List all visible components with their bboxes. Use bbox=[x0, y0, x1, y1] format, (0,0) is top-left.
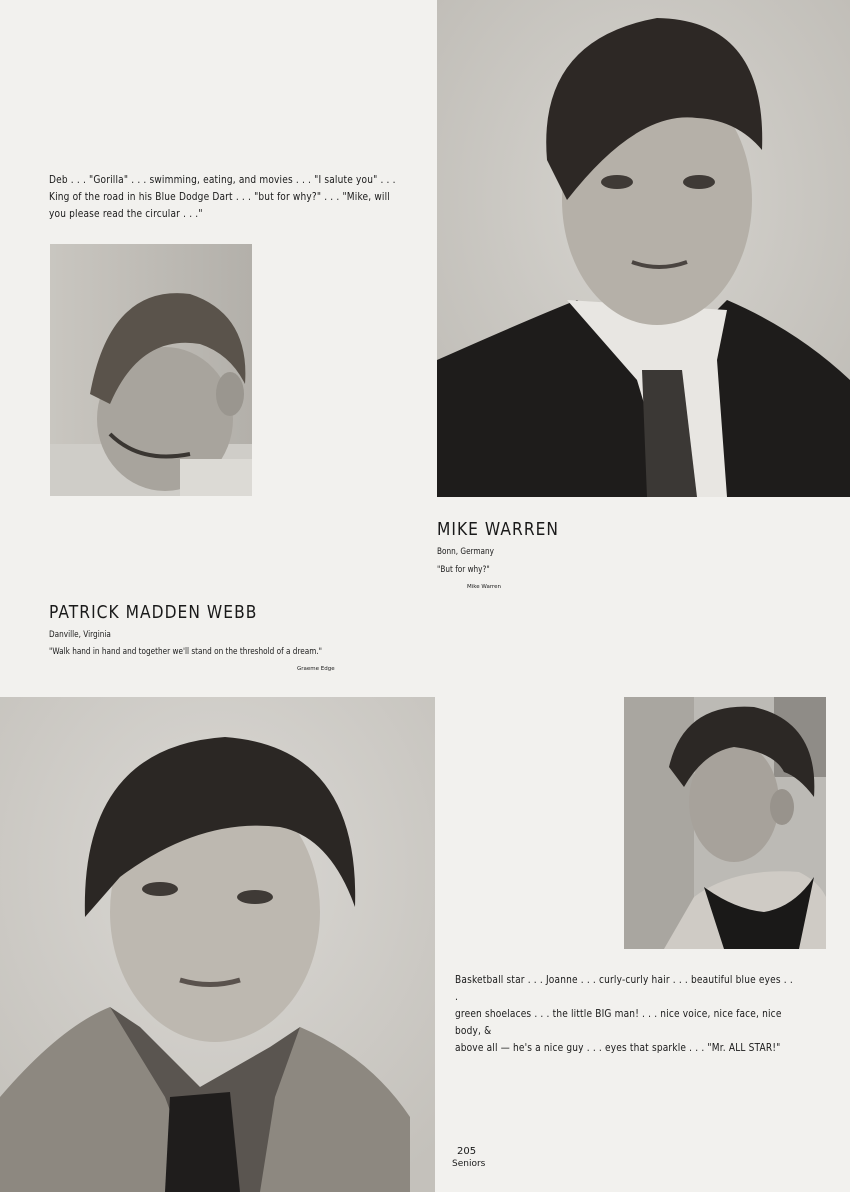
patrick-name: PATRICK MADDEN WEBB bbox=[49, 602, 258, 623]
caption-line: Deb . . . "Gorilla" . . . swimming, eating, and movies . . . "I salute you" . . . bbox=[49, 174, 396, 186]
page-folio bbox=[452, 1146, 485, 1170]
patrick-hometown: Danville, Virginia bbox=[49, 630, 111, 640]
patrick-quote-attribution: Graeme Edge bbox=[297, 666, 335, 672]
mike-quote: "But for why?" bbox=[437, 565, 490, 575]
page-number: 205 bbox=[457, 1146, 477, 1157]
caption-line: Basketball star . . . Joanne . . . curly-curly hair . . . beautiful blue eyes . . . bbox=[455, 974, 793, 1003]
patrick-portrait-photo bbox=[0, 697, 435, 1192]
patrick-quote: "Walk hand in hand and together we'll stand on the threshold of a dream." bbox=[49, 647, 323, 657]
mike-hometown: Bonn, Germany bbox=[437, 547, 495, 557]
mike-candid-photo bbox=[50, 244, 252, 496]
caption-line: King of the road in his Blue Dodge Dart . . . "but for why?" . . . "Mike, will bbox=[49, 191, 390, 203]
caption-line: you please read the circular . . ." bbox=[49, 208, 203, 220]
mike-candid-caption bbox=[49, 172, 396, 223]
caption-line: green shoelaces . . . the little BIG man! . . . nice voice, nice face, nice body, & bbox=[455, 1008, 782, 1037]
patrick-candid-photo bbox=[624, 697, 826, 949]
mike-portrait-photo bbox=[437, 0, 850, 497]
section-label: Seniors bbox=[452, 1159, 486, 1169]
caption-line: above all — he's a nice guy . . . eyes that sparkle . . . "Mr. ALL STAR!" bbox=[455, 1042, 781, 1054]
mike-name: MIKE WARREN bbox=[437, 519, 560, 540]
mike-quote-attribution: Mike Warren bbox=[467, 584, 502, 590]
patrick-candid-caption bbox=[455, 972, 795, 1057]
